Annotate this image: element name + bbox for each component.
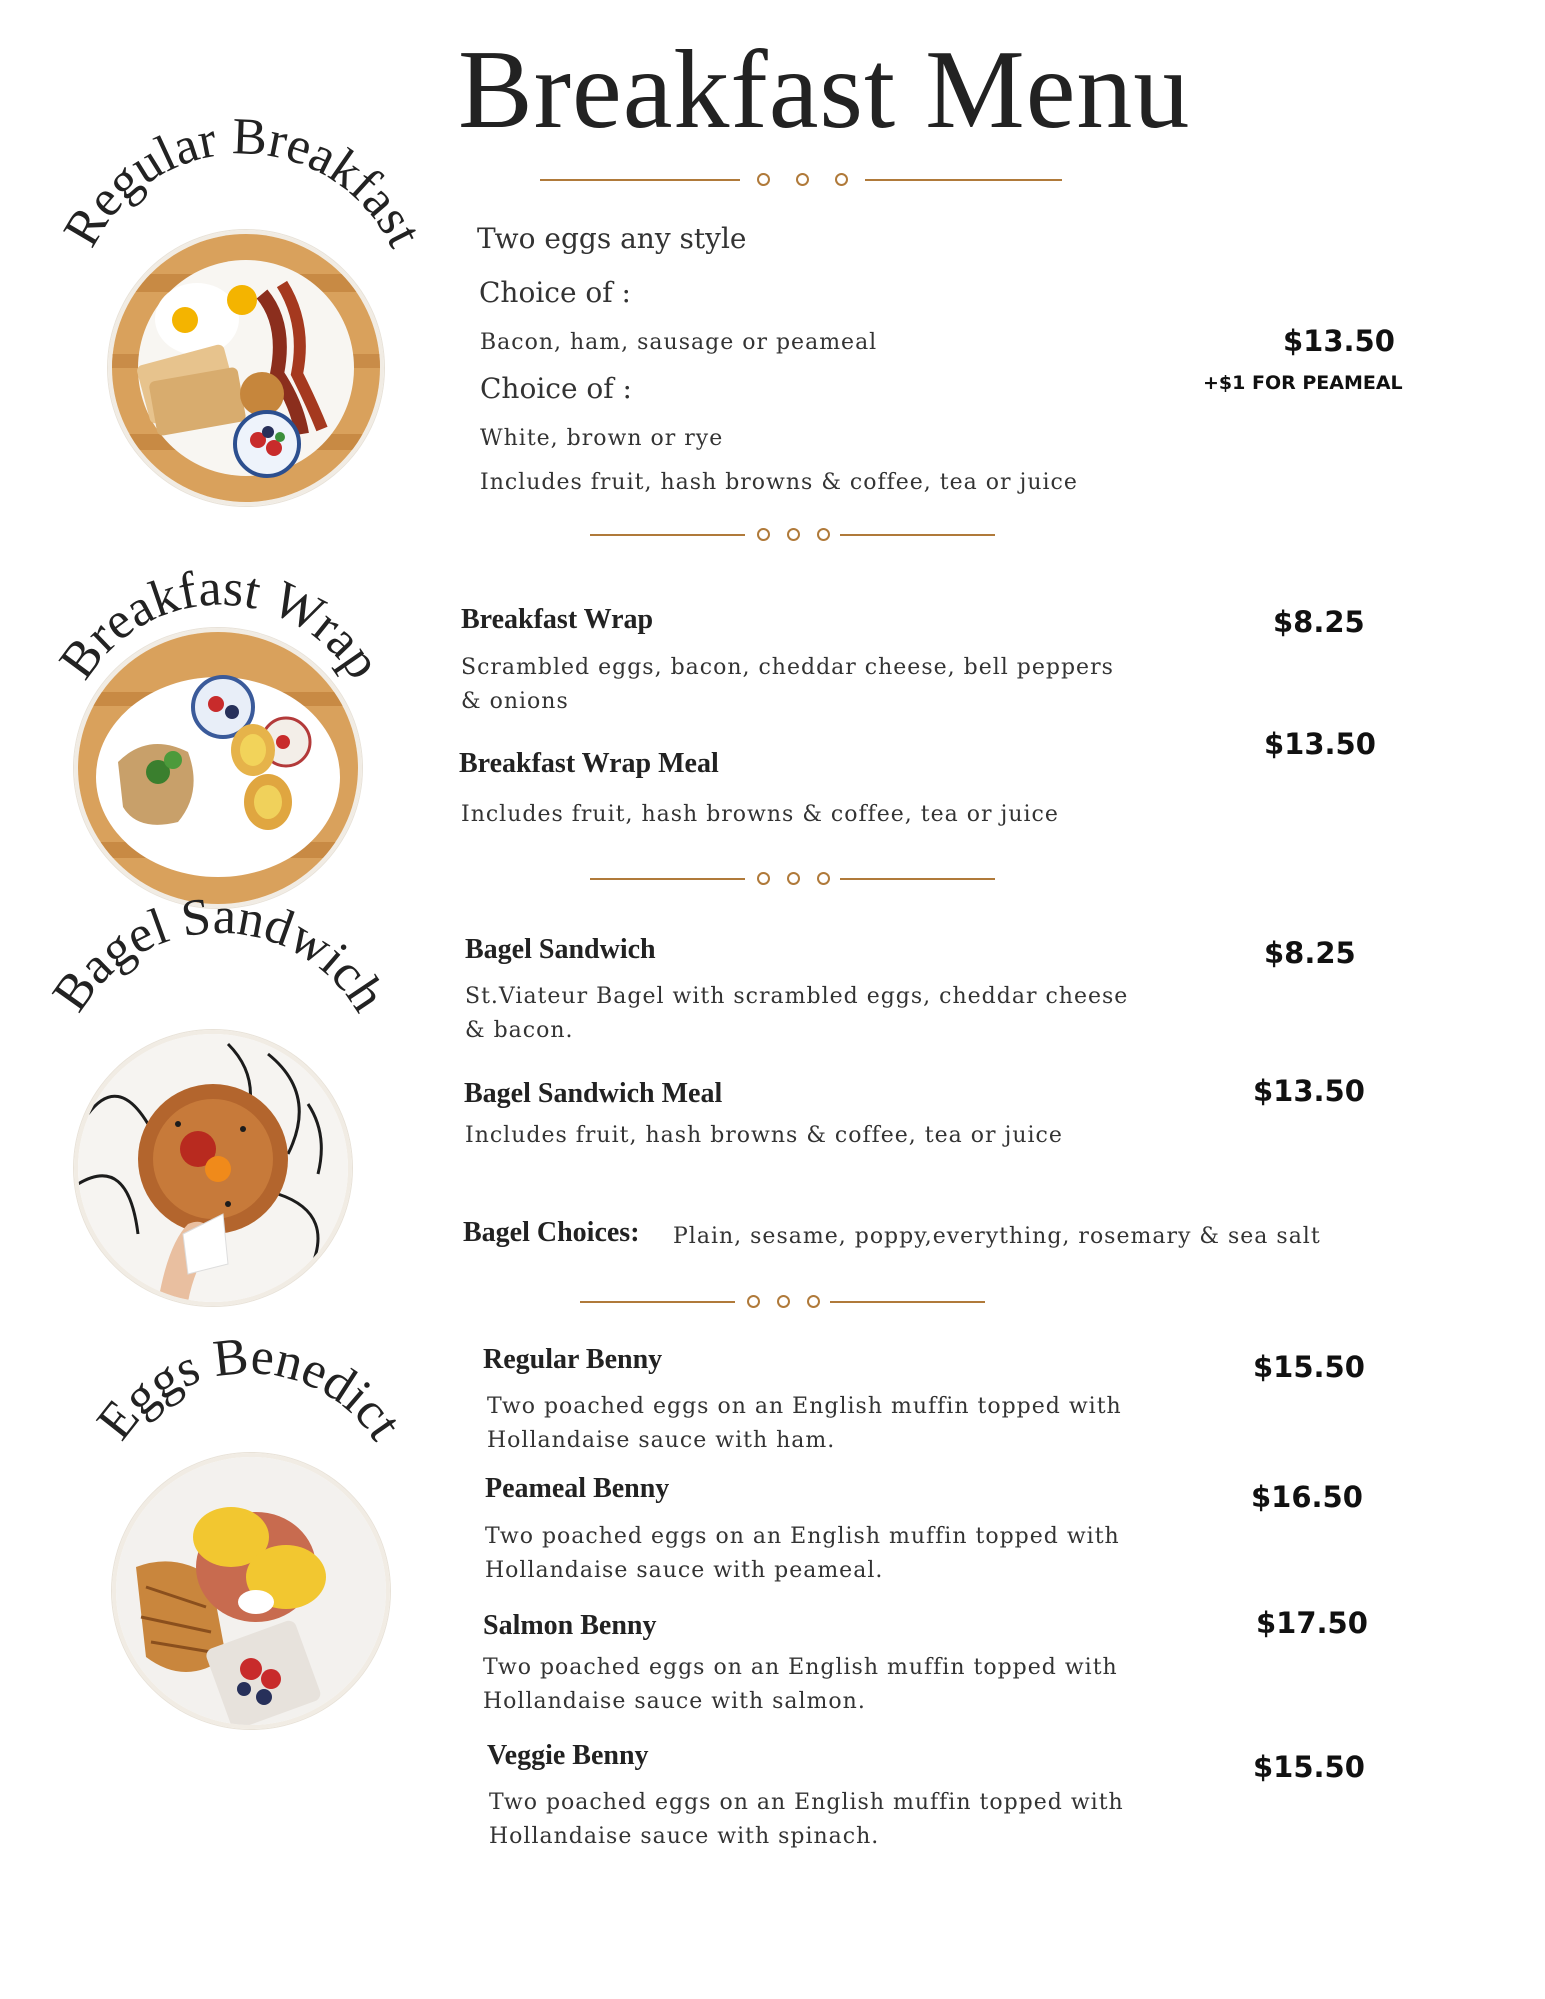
section-divider <box>590 527 995 541</box>
benny-item2-price: $16.50 <box>1251 1480 1363 1514</box>
benny-item4-name: Veggie Benny <box>487 1740 649 1771</box>
eggs-benedict-photo <box>112 1453 390 1729</box>
wrap-item1-name: Breakfast Wrap <box>461 604 654 635</box>
svg-text:Eggs Benedict <box>86 1328 413 1451</box>
page-title: Breakfast Menu <box>458 28 1191 152</box>
regular-line1: Two eggs any style <box>477 222 747 255</box>
breakfast-wrap-arc-text: Breakfast Wrap <box>48 559 392 690</box>
regular-breakfast-arc-text: Regular Breakfast <box>52 108 433 256</box>
bagel-sandwich-arc-text: Bagel Sandwich <box>41 887 397 1022</box>
wrap-item2-name: Breakfast Wrap Meal <box>459 748 719 779</box>
regular-breakfast-photo <box>108 230 384 506</box>
section-divider <box>590 871 995 885</box>
wrap-item2-price: $13.50 <box>1264 727 1376 761</box>
benny-item3-price: $17.50 <box>1256 1606 1368 1640</box>
wrap-item2-desc: Includes fruit, hash browns & coffee, tea or juice <box>461 802 1059 827</box>
benny-item4-price: $15.50 <box>1253 1750 1365 1784</box>
regular-price-note: +$1 FOR PEAMEAL <box>1203 372 1403 394</box>
eggs-benedict-arc-title <box>86 1320 413 1470</box>
wrap-item1-desc: Scrambled eggs, bacon, cheddar cheese, bell peppers & onions <box>461 655 1114 714</box>
regular-choice1-options: Bacon, ham, sausage or peameal <box>480 330 878 355</box>
wrap-item1-price: $8.25 <box>1273 605 1365 639</box>
bagel-item2-name: Bagel Sandwich Meal <box>464 1078 723 1109</box>
eggs-benedict-arc-text: Eggs Benedict <box>86 1327 413 1451</box>
regular-price: $13.50 <box>1283 324 1395 358</box>
bagel-sandwich-arc-title <box>41 887 397 1050</box>
bagel-item2-desc: Includes fruit, hash browns & coffee, tea or juice <box>465 1123 1063 1148</box>
benny-item3-name: Salmon Benny <box>483 1610 657 1641</box>
benny-item1-name: Regular Benny <box>483 1344 663 1375</box>
benny-item4-desc: Two poached eggs on an English muffin topped with Hollandaise sauce with spinach. <box>489 1790 1124 1849</box>
regular-choice1-label: Choice of : <box>479 276 631 309</box>
benny-item2-name: Peameal Benny <box>485 1473 670 1504</box>
bagel-item1-price: $8.25 <box>1264 936 1356 970</box>
section-divider <box>580 1294 985 1308</box>
breakfast-wrap-photo <box>74 628 362 908</box>
bagel-sandwich-photo <box>74 1030 352 1306</box>
bagel-item1-name: Bagel Sandwich <box>465 934 656 965</box>
regular-includes: Includes fruit, hash browns & coffee, tea or juice <box>480 470 1078 495</box>
bagel-item1-desc: St.Viateur Bagel with scrambled eggs, cheddar cheese & bacon. <box>465 984 1129 1043</box>
bagel-item2-price: $13.50 <box>1253 1074 1365 1108</box>
benny-item1-desc: Two poached eggs on an English muffin topped with Hollandaise sauce with ham. <box>487 1394 1122 1453</box>
benny-item3-desc: Two poached eggs on an English muffin topped with Hollandaise sauce with salmon. <box>483 1655 1118 1714</box>
title-divider <box>540 172 1062 186</box>
benny-item1-price: $15.50 <box>1253 1350 1365 1384</box>
benny-item2-desc: Two poached eggs on an English muffin topped with Hollandaise sauce with peameal. <box>485 1524 1120 1583</box>
bagel-choices-label: Bagel Choices: <box>463 1217 640 1248</box>
regular-choice2-label: Choice of : <box>480 372 632 405</box>
regular-choice2-options: White, brown or rye <box>480 426 724 451</box>
bagel-choices-text: Plain, sesame, poppy,everything, rosemary & sea salt <box>673 1224 1321 1249</box>
svg-text:Bagel Sandwich <box>42 888 397 1022</box>
